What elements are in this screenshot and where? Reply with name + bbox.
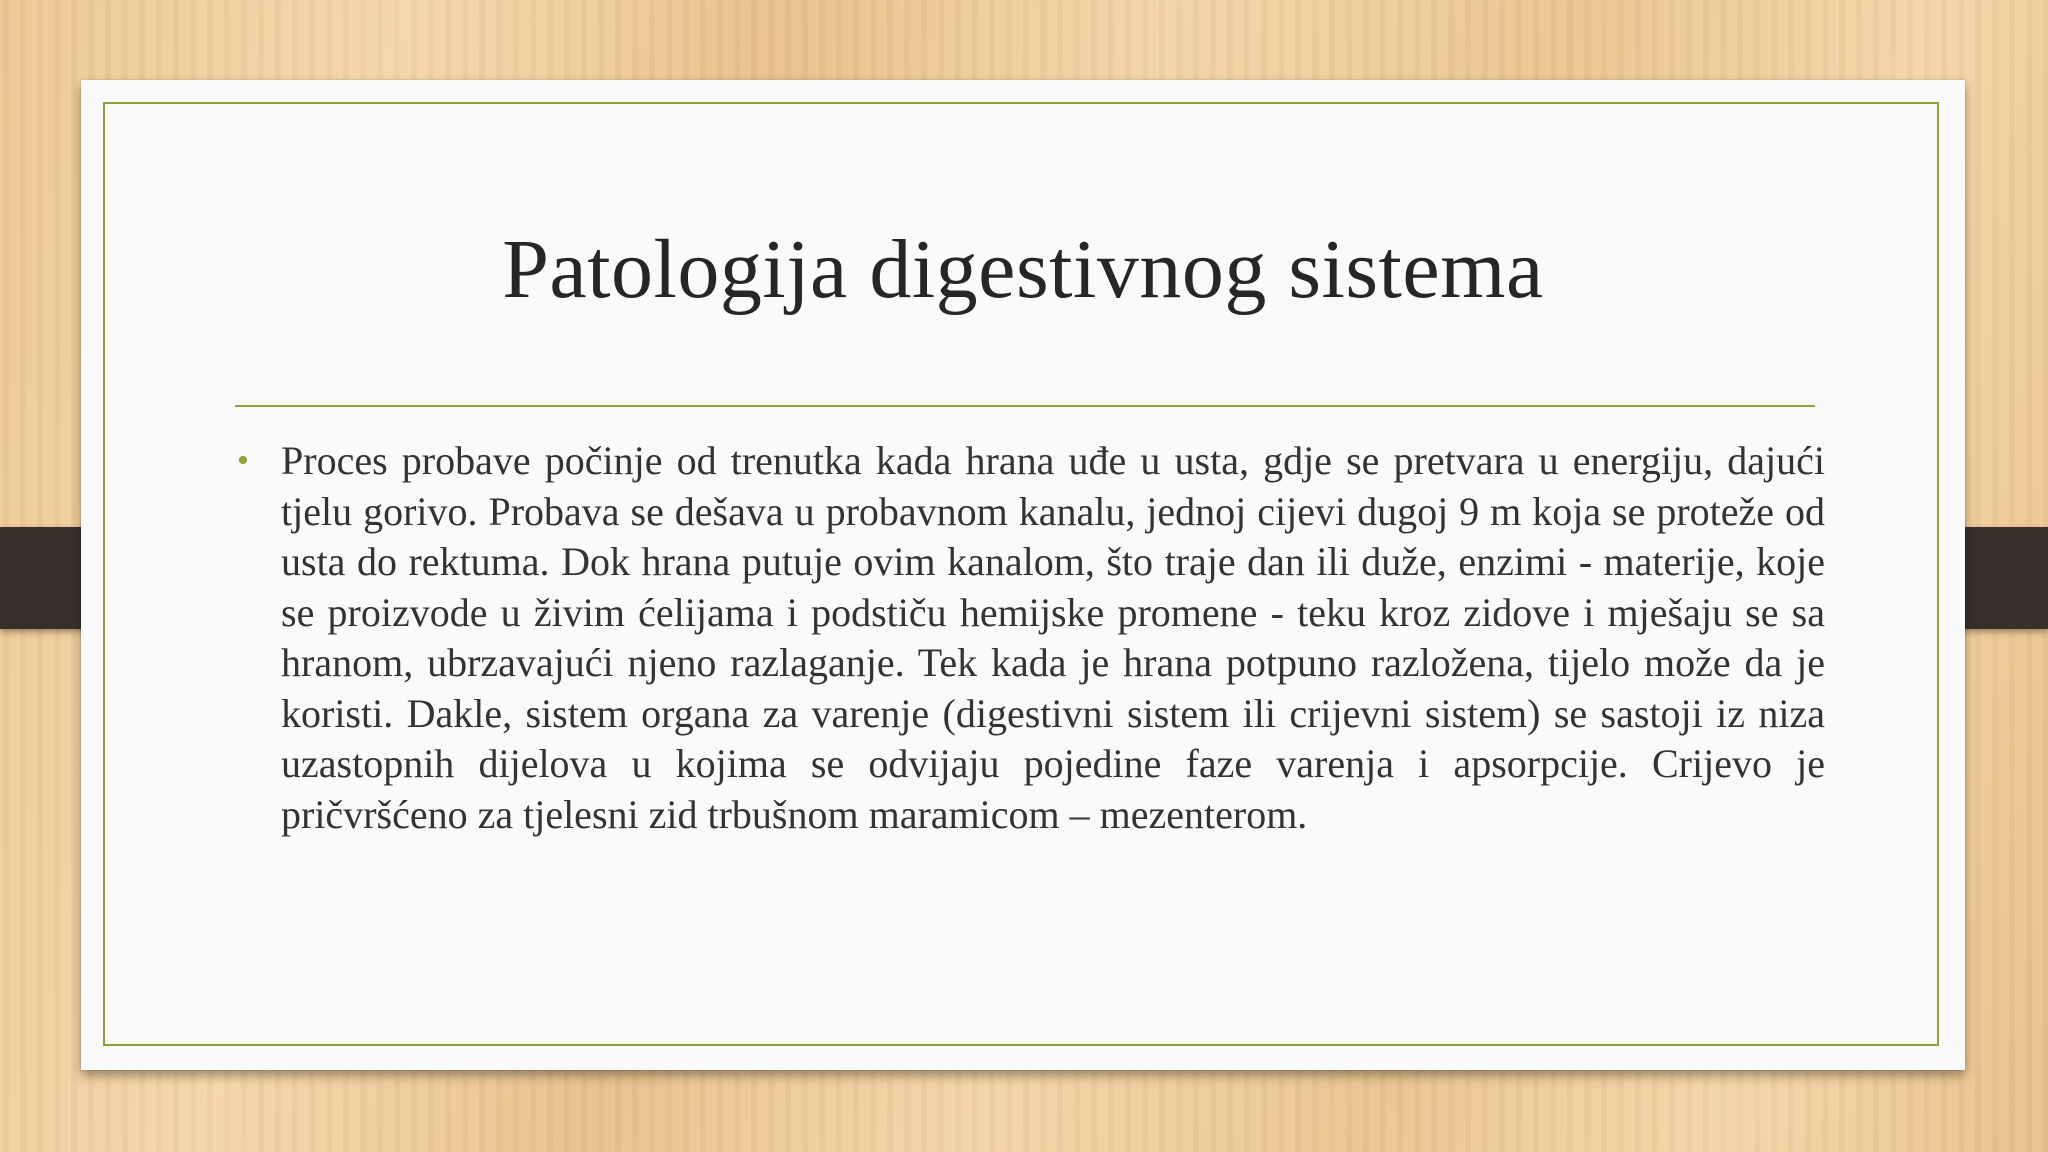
bullet-item [235,436,1825,840]
title-divider [235,405,1815,407]
slide-paper [81,80,1965,1070]
bullet-text: Proces probave počinje od trenutka kada hrana uđe u usta, gdje se pretvara u energiju, dajući tjelu gorivo. Probava se dešava u probavnom kanalu, jednoj cijevi dugoj 9 m koja se proteže od usta do rektuma. Dok hrana putuje ovim kanalom, što traje dan ili duže, enzimi - materije, koje se proizvode u živim ćelijama i podstiču hemijske promene - teku kroz zidove i mješaju se sa hranom, ubrzavajući njeno razlaganje. Tek kada je hrana potpuno razložena, tijelo može da je koristi. Dakle, sistem organa za varenje (digestivni sistem ili crijevni sistem) se sastoji iz niza uzastopnih dijelova u kojima se odvijaju pojedine faze varenja i apsorpcije. Crijevo je pričvršćeno za tjelesni zid trbušnom maramicom – mezenterom. [281,438,1825,837]
slide-title: Patologija digestivnog sistema [502,223,1544,316]
bullet-list [235,436,1825,840]
bullet-dot-icon: • [237,442,249,479]
